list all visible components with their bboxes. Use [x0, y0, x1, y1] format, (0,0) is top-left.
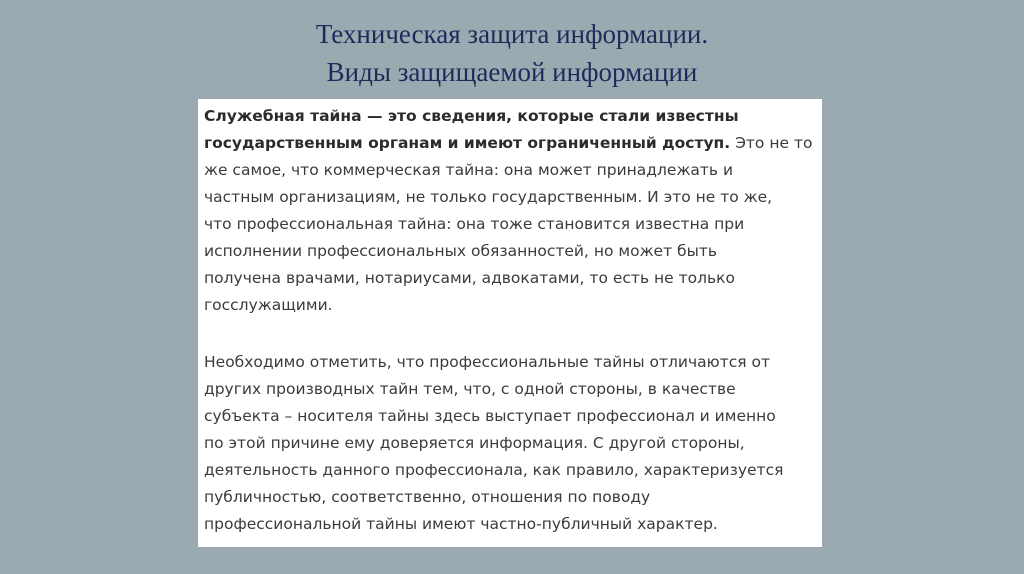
slide-title-line-2: Виды защищаемой информации: [326, 57, 698, 87]
slide-title-line-1: Техническая защита информации.: [315, 19, 709, 49]
paragraph-professional-secret: [204, 349, 783, 538]
paragraph-line: исполнении профессиональных обязанностей, но может быть: [204, 242, 717, 260]
paragraph-line: госслужащими.: [204, 296, 333, 314]
paragraph-line: частным организациям, не только государственным. И это не то же,: [204, 188, 773, 206]
definition-line-2: [204, 130, 812, 157]
paragraph-line: профессиональной тайны имеют частно-публичный характер.: [204, 515, 718, 533]
definition-line-1: Служебная тайна — это сведения, которые стали известны: [204, 107, 739, 125]
paragraph-line: получена врачами, нотариусами, адвокатами, то есть не только: [204, 269, 735, 287]
definition-bold-text: государственным органам и имеют ограниченный доступ.: [204, 134, 731, 152]
paragraph-line: субъекта – носителя тайны здесь выступает профессионал и именно: [204, 407, 776, 425]
text-image-card: [198, 99, 822, 547]
paragraph-line: Необходимо отметить, что профессиональные тайны отличаются от: [204, 353, 771, 371]
paragraph-line: публичностью, соответственно, отношения по поводу: [204, 488, 651, 506]
paragraph-line: по этой причине ему доверяется информация. С другой стороны,: [204, 434, 745, 452]
definition-rest-text: Это не то: [730, 134, 813, 152]
paragraph-line: деятельность данного профессионала, как правило, характеризуется: [204, 461, 784, 479]
paragraph-official-secret: [204, 103, 812, 319]
paragraph-line: других производных тайн тем, что, с одной стороны, в качестве: [204, 380, 736, 398]
paragraph-line: что профессиональная тайна: она тоже становится известна при: [204, 215, 745, 233]
paragraph-line: же самое, что коммерческая тайна: она может принадлежать и: [204, 161, 734, 179]
